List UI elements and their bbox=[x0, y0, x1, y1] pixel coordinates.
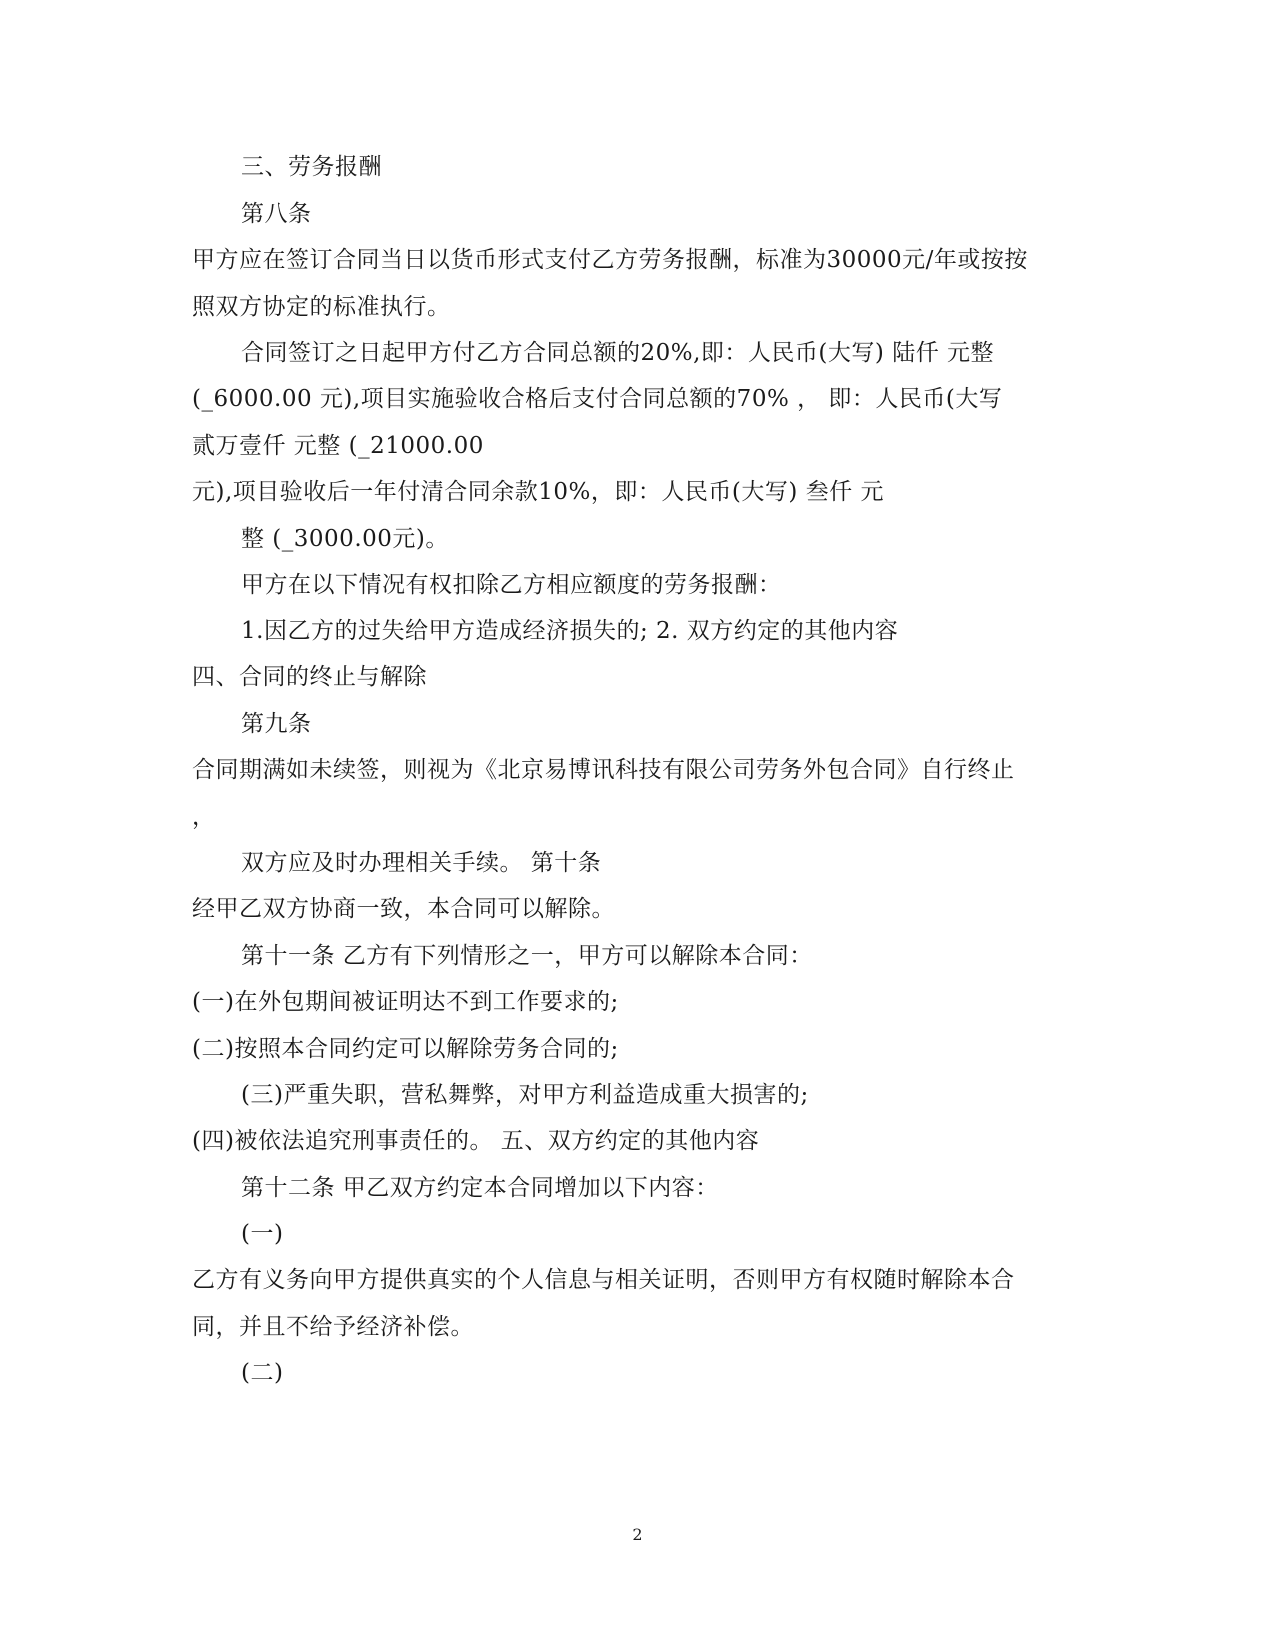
paragraph-line: 照双方协定的标准执行。 bbox=[192, 294, 451, 320]
paragraph-line: 经甲乙双方协商一致，本合同可以解除。 bbox=[192, 896, 615, 922]
list-item: (一) bbox=[241, 1221, 284, 1247]
paragraph-line: 整 (_3000.00元)。 bbox=[241, 526, 449, 552]
paragraph-line: 甲方在以下情况有权扣除乙方相应额度的劳务报酬： bbox=[241, 572, 782, 598]
paragraph-line: 合同签订之日起甲方付乙方合同总额的20%,即：人民币(大写) 陆仟 元整 bbox=[241, 340, 995, 366]
paragraph-line: ， bbox=[192, 804, 216, 830]
paragraph-line: 双方应及时办理相关手续。 第十条 bbox=[241, 850, 602, 876]
list-item: (二)按照本合同约定可以解除劳务合同的; bbox=[192, 1036, 619, 1062]
list-item: (四)被依法追究刑事责任的。 五、双方约定的其他内容 bbox=[192, 1128, 760, 1154]
paragraph-line: 乙方有义务向甲方提供真实的个人信息与相关证明，否则甲方有权随时解除本合 bbox=[192, 1267, 1015, 1293]
paragraph-line: 1.因乙方的过失给甲方造成经济损失的; 2. 双方约定的其他内容 bbox=[241, 618, 899, 644]
article-12-title: 第十二条 甲乙双方约定本合同增加以下内容： bbox=[241, 1175, 719, 1201]
list-item: (二) bbox=[241, 1360, 284, 1386]
paragraph-line: 贰万壹仟 元整 (_21000.00 bbox=[192, 433, 484, 459]
paragraph-line: 元),项目验收后一年付清合同余款10%，即：人民币(大写) 叁仟 元 bbox=[192, 479, 884, 505]
section-heading-3: 三、劳务报酬 bbox=[241, 154, 382, 180]
article-8-title: 第八条 bbox=[241, 201, 312, 227]
section-heading-4: 四、合同的终止与解除 bbox=[192, 664, 427, 690]
list-item: (一)在外包期间被证明达不到工作要求的; bbox=[192, 989, 619, 1015]
paragraph-line: 同，并且不给予经济补偿。 bbox=[192, 1314, 474, 1340]
article-9-title: 第九条 bbox=[241, 711, 312, 737]
paragraph-line: (_6000.00 元),项目实施验收合格后支付合同总额的70% ， 即：人民币(大写 bbox=[192, 386, 1003, 412]
paragraph-line: 甲方应在签订合同当日以货币形式支付乙方劳务报酬，标准为30000元/年或按按 bbox=[192, 247, 1028, 273]
article-11-title: 第十一条 乙方有下列情形之一，甲方可以解除本合同： bbox=[241, 943, 813, 969]
list-item: (三)严重失职，营私舞弊，对甲方利益造成重大损害的; bbox=[241, 1082, 809, 1108]
paragraph-line: 合同期满如未续签，则视为《北京易博讯科技有限公司劳务外包合同》自行终止 bbox=[192, 757, 1015, 783]
page-number: 2 bbox=[632, 1525, 643, 1544]
